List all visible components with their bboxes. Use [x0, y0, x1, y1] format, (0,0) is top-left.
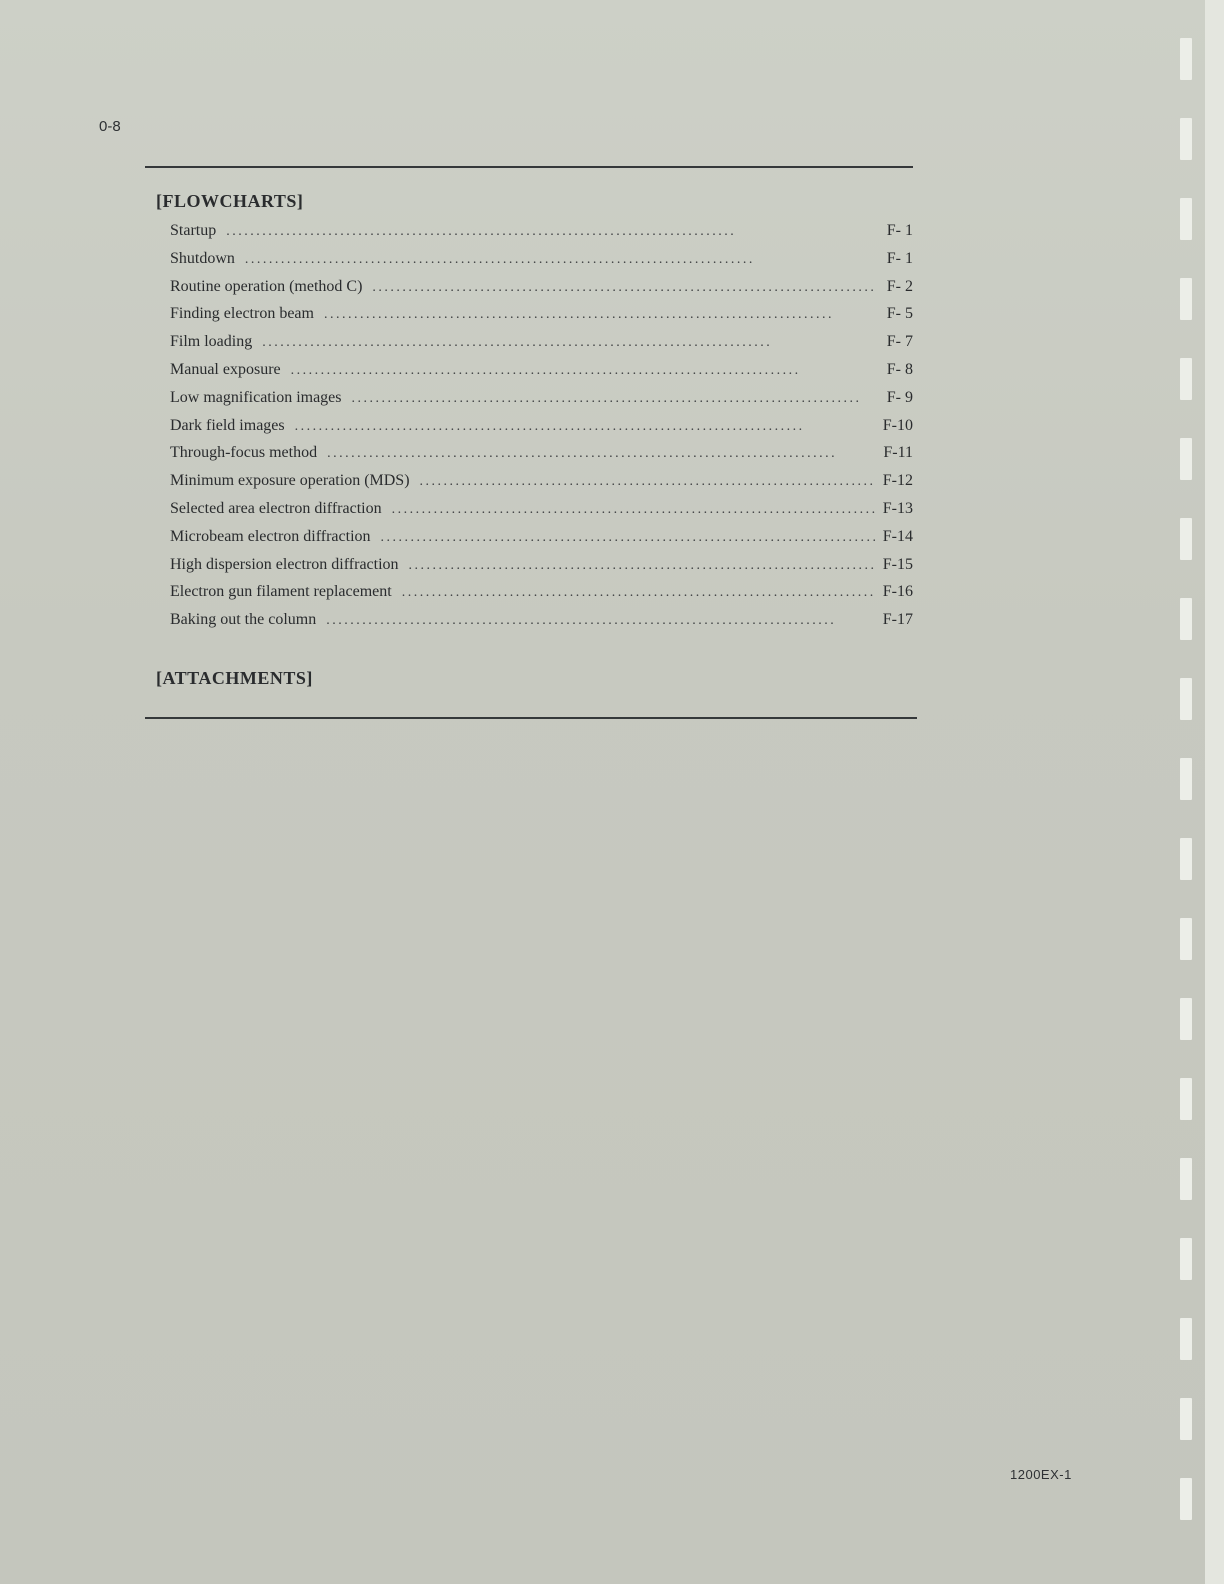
binder-hole: [1180, 518, 1192, 560]
toc-entry-title: Routine operation (method C): [170, 277, 363, 295]
binder-hole: [1180, 1318, 1192, 1360]
toc-entry: [170, 273, 913, 301]
toc-entry: [170, 551, 913, 579]
binder-hole: [1180, 758, 1192, 800]
toc-entry-title: Through-focus method: [170, 444, 318, 462]
toc-entry-page: F- 5: [886, 305, 913, 323]
toc-entry-title: Electron gun filament replacement: [170, 583, 392, 601]
toc-entry-page: F- 1: [886, 222, 913, 239]
toc-entry-title: Finding electron beam: [170, 305, 314, 323]
flowcharts-heading: [FLOWCHARTS]: [156, 191, 304, 211]
toc-entry-title: High dispersion electron diffraction: [170, 555, 399, 573]
document-code: 1200EX-1: [1010, 1467, 1072, 1482]
toc-entry-title: Minimum exposure operation (MDS): [170, 472, 410, 490]
toc-entry-title: Manual exposure: [170, 360, 281, 378]
toc-leader-dots: [409, 552, 875, 580]
toc-entry: [170, 578, 913, 606]
toc-entry: [170, 412, 913, 440]
toc-leader-dots: [262, 329, 875, 357]
toc-entry-page: F- 7: [886, 333, 913, 351]
toc-entry-title: Microbeam electron diffraction: [170, 527, 371, 545]
toc-entry: [170, 356, 913, 384]
toc-entry-page: F- 9: [886, 388, 913, 406]
binder-hole: [1180, 918, 1192, 960]
toc-entry-title: Low magnification images: [170, 388, 342, 406]
toc-entry-page: F-14: [882, 527, 913, 545]
toc-entry-title: Shutdown: [170, 249, 235, 267]
toc-entry-page: F- 1: [886, 249, 913, 267]
toc-entry: [170, 300, 913, 328]
binder-hole: [1180, 598, 1192, 640]
binder-hole: [1180, 1238, 1192, 1280]
page-number: 0-8: [99, 118, 121, 135]
toc-entry-page: F-13: [882, 499, 913, 517]
toc-leader-dots: [420, 468, 875, 496]
toc-entry-page: F-15: [882, 555, 913, 573]
toc-leader-dots: [327, 440, 875, 468]
toc-entry: [170, 606, 913, 634]
binder-hole: [1180, 1078, 1192, 1120]
toc-entry: [170, 328, 913, 356]
toc-leader-dots: [381, 524, 875, 552]
binder-hole: [1180, 38, 1192, 80]
toc-leader-dots: [245, 246, 875, 274]
binder-hole: [1180, 118, 1192, 160]
toc-entry: [170, 495, 913, 523]
toc-leader-dots: [326, 607, 875, 635]
binder-hole: [1180, 1398, 1192, 1440]
toc-entry-title: Startup: [170, 222, 217, 239]
flowcharts-toc: [170, 217, 913, 634]
bottom-rule: [145, 717, 917, 719]
toc-entry: [170, 467, 913, 495]
toc-entry-page: F-11: [883, 444, 913, 462]
top-rule: [145, 166, 913, 168]
toc-entry-page: F-16: [882, 583, 913, 601]
toc-entry: [170, 384, 913, 412]
toc-leader-dots: [226, 218, 875, 246]
toc-leader-dots: [295, 413, 875, 441]
binder-hole: [1180, 1478, 1192, 1520]
toc-entry-page: F-17: [882, 611, 913, 629]
toc-entry-page: F-10: [882, 416, 913, 434]
toc-entry: [170, 245, 913, 273]
toc-entry-title: Selected area electron diffraction: [170, 499, 382, 517]
toc-leader-dots: [324, 301, 875, 329]
toc-leader-dots: [291, 357, 875, 385]
binder-hole: [1180, 358, 1192, 400]
toc-entry-title: Film loading: [170, 333, 253, 351]
binder-hole: [1180, 678, 1192, 720]
toc-leader-dots: [352, 385, 875, 413]
toc-leader-dots: [372, 274, 875, 302]
toc-leader-dots: [402, 579, 875, 607]
toc-entry-title: Baking out the column: [170, 611, 317, 629]
binder-hole: [1180, 838, 1192, 880]
toc-entry-page: F- 8: [886, 360, 913, 378]
binder-hole: [1180, 438, 1192, 480]
toc-entry: [170, 523, 913, 551]
toc-entry: [170, 217, 913, 245]
binder-hole: [1180, 198, 1192, 240]
toc-leader-dots: [392, 496, 875, 524]
binder-hole: [1180, 998, 1192, 1040]
attachments-heading: [ATTACHMENTS]: [156, 668, 313, 688]
toc-entry-page: F-12: [882, 472, 913, 490]
binder-edge: [1205, 0, 1224, 1584]
toc-entry-title: Dark field images: [170, 416, 285, 434]
toc-entry-page: F- 2: [886, 277, 913, 295]
binder-hole: [1180, 1158, 1192, 1200]
binder-hole: [1180, 278, 1192, 320]
toc-entry: [170, 439, 913, 467]
